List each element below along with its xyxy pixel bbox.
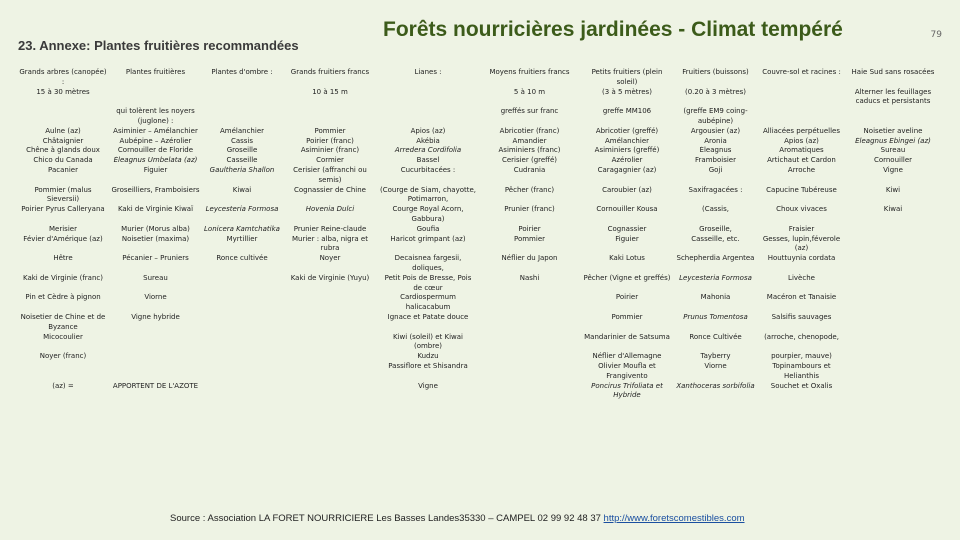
table-cell: Chêne à glands doux [26,146,100,155]
table-row [18,333,942,353]
table-cell: Artichaut et Cardon [767,156,836,165]
table-cell: Leycesteria Formosa [679,273,752,282]
table-cell: Noyer [319,254,341,263]
table-cell: Kiwi [885,185,901,194]
table-cell: Noisetier aveline [863,126,923,135]
table-cell [281,382,379,402]
table-cell [203,107,281,127]
table-cell [844,333,942,353]
table-cell: Grands arbres (canopée) : [19,68,107,86]
table-cell [203,362,281,382]
table-cell: Casseille [226,156,258,165]
table-row [18,68,942,88]
table-cell: (az) = [52,381,74,390]
table-cell: Sureau [143,273,168,282]
table-cell: Poirier (franc) [306,136,354,145]
table-cell: Vigne [883,165,903,174]
table-cell: Macéron et Tanaisie [766,293,837,302]
table-cell: Caragagnier (az) [597,165,657,174]
table-cell [844,362,942,382]
table-cell: Petit Pois de Bresse, Pois de cœur [384,273,472,292]
table-cell: 5 à 10 m [513,87,546,96]
table-cell: (arroche, chenopode, [764,332,839,341]
table-cell: Mahonia [700,293,731,302]
table-cell: Gesses, lupin,féverole (az) [762,234,841,253]
table-cell: Cudrania [513,165,546,174]
table-cell [281,313,379,333]
table-cell: (greffe EM9 coing-aubépine) [683,107,748,125]
table-row [18,146,942,156]
table-cell: Noisetier (maxima) [121,234,190,243]
table-cell [203,274,281,294]
table-cell: Lianes : [414,68,442,76]
table-cell: Pécanier – Pruniers [122,254,189,263]
table-cell: Viorne [704,361,727,370]
table-cell [844,293,942,313]
table-cell: Poirier [615,293,639,302]
table-cell [844,313,942,333]
table-cell [844,254,942,274]
table-cell: Poirier Pyrus Calleryana [21,205,105,214]
table-cell: Kaki de Virginie (Yuyu) [290,273,370,282]
table-cell: Pêcher (franc) [504,185,555,194]
table-row [18,254,942,274]
table-row [18,352,942,362]
slide-number: 79 [930,30,942,40]
table-cell: (3 à 5 mètres) [602,87,652,96]
table-cell: Groseille [226,146,258,155]
table-cell: Casseille, etc. [691,234,740,243]
table-cell: Kaki Lotus [609,254,645,263]
table-cell: Hovenia Dulci [305,205,355,214]
table-cell: Asiminiers (franc) [498,146,561,155]
table-cell: Fraisier [788,224,815,233]
table-cell: Courge Royal Acorn, Gabbura) [392,205,464,223]
table-cell: Haie Sud sans rosacées [851,68,935,76]
table-cell [844,352,942,362]
table-cell: Châtaignier [42,136,84,145]
table-cell: Cornouiller [873,156,913,165]
table-cell: Pacanier [48,165,78,174]
table-cell: Aromatiques [779,146,824,155]
table-cell: 10 à 15 m [312,87,348,96]
table-row [18,88,942,108]
table-cell: Murier (Morus alba) [121,224,190,233]
table-cell: Souchet et Oxalis [770,381,833,390]
table-cell: greffe MM106 [602,107,652,116]
table-cell [281,352,379,362]
table-cell: Cerisier (affranchi ou semis) [293,165,367,184]
table-cell: (Courge de Siam, chayotte, Potimarron, [380,185,477,204]
table-cell: Schepherdia Argentea [676,254,755,263]
table-cell: Vigne [418,381,438,390]
table-cell: Ronce cultivée [216,254,268,263]
table-cell [203,352,281,362]
table-cell: Aubépine – Azérolier [119,136,192,145]
source-text: Source : Association LA FORET NOURRICIERE Les Basses Landes35330 – CAMPEL 02 99 92 48 37 [170,513,604,524]
table-cell: Plantes d'ombre : [211,68,273,76]
table-cell: Groseilliers, Framboisiers [111,185,200,194]
table-cell: Micocoulier [43,332,83,341]
table-cell: Grands fruitiers francs [290,68,370,76]
table-cell: Cassis [230,136,254,145]
table-cell: Éleagnus Umbelata (az) [113,156,198,165]
table-cell: (Cassis, [701,205,730,214]
table-cell: Saxifragacées : [688,185,743,194]
table-cell: Kiwai [883,205,903,214]
table-cell: Livèche [788,273,815,282]
table-cell: Poncirus Trifoliata et Hybride [591,381,663,400]
table-cell: 15 à 30 mètres [36,87,90,96]
table-cell: Merisier [49,224,77,233]
table-cell: Amandier [512,136,547,145]
table-cell [281,333,379,353]
table-cell: Capucine Tubéreuse [766,185,837,194]
table-cell: APPORTENT DE L'AZOTE [112,381,199,390]
table-cell: Néflier d'Allemagne [592,352,662,361]
table-cell: Caroubier (az) [602,185,652,194]
table-cell: qui tolèrent les noyers (juglone) : [116,107,195,125]
table-cell: Kiwai [232,185,252,194]
table-cell: Abricotier (franc) [499,126,560,135]
table-cell: pourpier, mauve) [771,352,832,361]
table-cell: Pommier (malus Sieversii) [34,185,92,204]
table-cell: Asiminier (franc) [300,146,360,155]
table-cell: Cardiospermum halicacabum [400,293,456,312]
table-cell: Pêcher (Vigne et greffés) [583,273,671,282]
table-cell: Prunier Reine-claude [293,224,367,233]
table-cell: Arroche [787,165,816,174]
table-cell: Amélanchier [605,136,649,145]
page-subtitle: 23. Annexe: Plantes fruitières recommandées [18,38,299,53]
table-cell: (0.20 à 3 mètres) [684,87,746,96]
table-row [18,166,942,186]
table-cell: Framboisier [695,156,736,165]
table-cell [281,107,379,127]
table-cell: Leycesteria Formosa [205,205,279,214]
table-cell: Chico du Canada [33,156,93,165]
table-cell: Apios (az) [784,136,819,145]
table-cell: Argousier (az) [690,126,741,135]
table-cell: Figuier [615,234,639,243]
table-cell: Topinambours et Helianthis [772,361,831,380]
table-cell: Apios (az) [410,126,446,135]
table-cell [759,88,844,108]
table-cell [108,333,203,353]
table-cell: Kiwi (soleil) et Kiwai (ombre) [393,332,463,351]
table-cell: Murier : alba, nigra et rubra [292,234,368,253]
table-cell [477,362,582,382]
table-cell: Tayberry [700,352,731,361]
table-cell [108,352,203,362]
table-cell [844,382,942,402]
table-cell: Néflier du Japon [501,254,558,263]
table-cell [18,107,108,127]
table-cell: Asiminiers (greffé) [594,146,660,155]
table-cell [379,107,477,127]
table-cell: Mandarinier de Satsuma [584,332,670,341]
table-cell: Aulne (az) [45,126,81,135]
table-cell: Passiflore et Shisandra [388,361,468,370]
source-link[interactable]: http://www.foretscomestibles.com [603,513,745,524]
table-cell: Alterner les feuillages caducs et persistants [854,87,932,106]
table-cell: Cognassier de Chine [294,185,366,194]
table-cell [379,88,477,108]
table-cell [108,88,203,108]
table-row [18,186,942,206]
table-cell [203,293,281,313]
source-line [170,512,745,525]
table-cell: Pommier [513,234,546,243]
table-cell: Xanthoceras sorbifolia [676,381,755,390]
table-row [18,293,942,313]
table-cell: Poirier [518,224,541,233]
table-cell: Choux vivaces [776,205,827,214]
table-cell: Asiminier – Amélanchier [113,126,198,135]
table-cell: Houttuynia cordata [767,254,836,263]
table-cell [281,362,379,382]
table-cell: Bassel [416,156,440,165]
table-cell [844,235,942,255]
table-cell: Kudzu [417,352,439,361]
table-row [18,156,942,166]
table-cell [203,382,281,402]
table-cell: Couvre-sol et racines : [762,68,841,76]
table-cell: Prunier (franc) [504,205,555,214]
table-row [18,127,942,137]
table-cell: Gaultheria Shallon [209,165,275,174]
table-cell: Fruitiers (buissons) [682,68,749,76]
table-cell [477,313,582,333]
table-row [18,205,942,225]
table-cell: Ignace et Patate douce [387,312,469,321]
table-cell: Goufia [416,224,440,233]
table-cell [203,88,281,108]
table-cell: Lonicera Kamtchatika [204,224,280,233]
table-row [18,107,942,127]
table-cell: Olivier Moufla et Frangivento [598,361,656,380]
table-cell: Éleagnus Ebingei (az) [855,136,931,145]
table-cell: Groseille, [699,224,732,233]
table-cell: Noisetier de Chine et de Byzance [20,312,106,331]
table-cell: Viorne [144,293,167,302]
table-cell: Vigne hybride [131,312,180,321]
table-cell: Moyens fruitiers francs [489,68,570,76]
table-cell: Cornouiller de Floride [117,146,194,155]
table-cell: Pommier [611,312,643,321]
table-cell [477,293,582,313]
table-cell: Prunus Tomentosa [683,312,748,321]
table-cell [203,313,281,333]
table-cell: Cucurbitacées : [400,165,456,174]
table-cell: Févier d'Amérique (az) [23,234,103,243]
table-cell: Myrtillier [226,234,258,243]
table-row [18,313,942,333]
table-cell [108,362,203,382]
table-cell: Sureau [880,146,906,155]
table-cell: Amélanchier [220,126,264,135]
table-cell: Azérolier [611,156,643,165]
table-cell: Hêtre [53,254,73,263]
table-cell: Kaki de Virginie (franc) [23,273,103,282]
plants-grid [18,68,942,401]
table-row [18,362,942,382]
table-cell: Kaki de Virginie Kiwaï [117,205,194,214]
table-cell: Ronce Cultivée [689,332,742,341]
table-cell: Haricot grimpant (az) [390,234,466,243]
table-cell: Cognassier [607,224,647,233]
table-cell [844,225,942,235]
table-cell [281,293,379,313]
table-cell [18,362,108,382]
table-row [18,274,942,294]
table-cell: Decaisnea fargesii, doliques, [394,254,462,272]
table-cell: Nashi [519,273,540,282]
table-cell: Cornouiller Kousa [596,205,658,214]
table-row [18,235,942,255]
table-cell: Éleagnus [699,146,732,155]
table-cell [477,333,582,353]
table-cell: Goji [708,165,723,174]
table-cell [844,107,942,127]
table-cell: Cerisier (greffé) [501,156,558,165]
table-cell: Abricotier (greffé) [595,126,659,135]
page-title: Forêts nourricières jardinées - Climat tempéré [383,18,843,41]
table-cell [203,333,281,353]
table-cell [759,107,844,127]
table-cell [477,382,582,402]
table-cell [844,274,942,294]
table-cell: Noyer (franc) [39,352,87,361]
table-cell: Alliacées perpétuelles [763,126,840,135]
table-cell: greffés sur franc [500,107,559,116]
table-row [18,382,942,402]
table-cell: Pommier [314,126,346,135]
table-cell: Plantes fruitières [125,68,186,76]
table-cell: Aronia [704,136,727,145]
table-cell: Cormier [316,156,344,165]
table-cell: Figuier [143,165,168,174]
table-row [18,137,942,147]
table-cell: Arredera Cordifolia [394,146,462,155]
table-cell [477,352,582,362]
table-cell: Petits fruitiers (plein soleil) [591,68,663,86]
table-cell: Pin et Cèdre à pignon [25,293,101,302]
table-cell: Akébia [416,136,440,145]
table-cell: Salsifis sauvages [771,312,832,321]
table-row [18,225,942,235]
